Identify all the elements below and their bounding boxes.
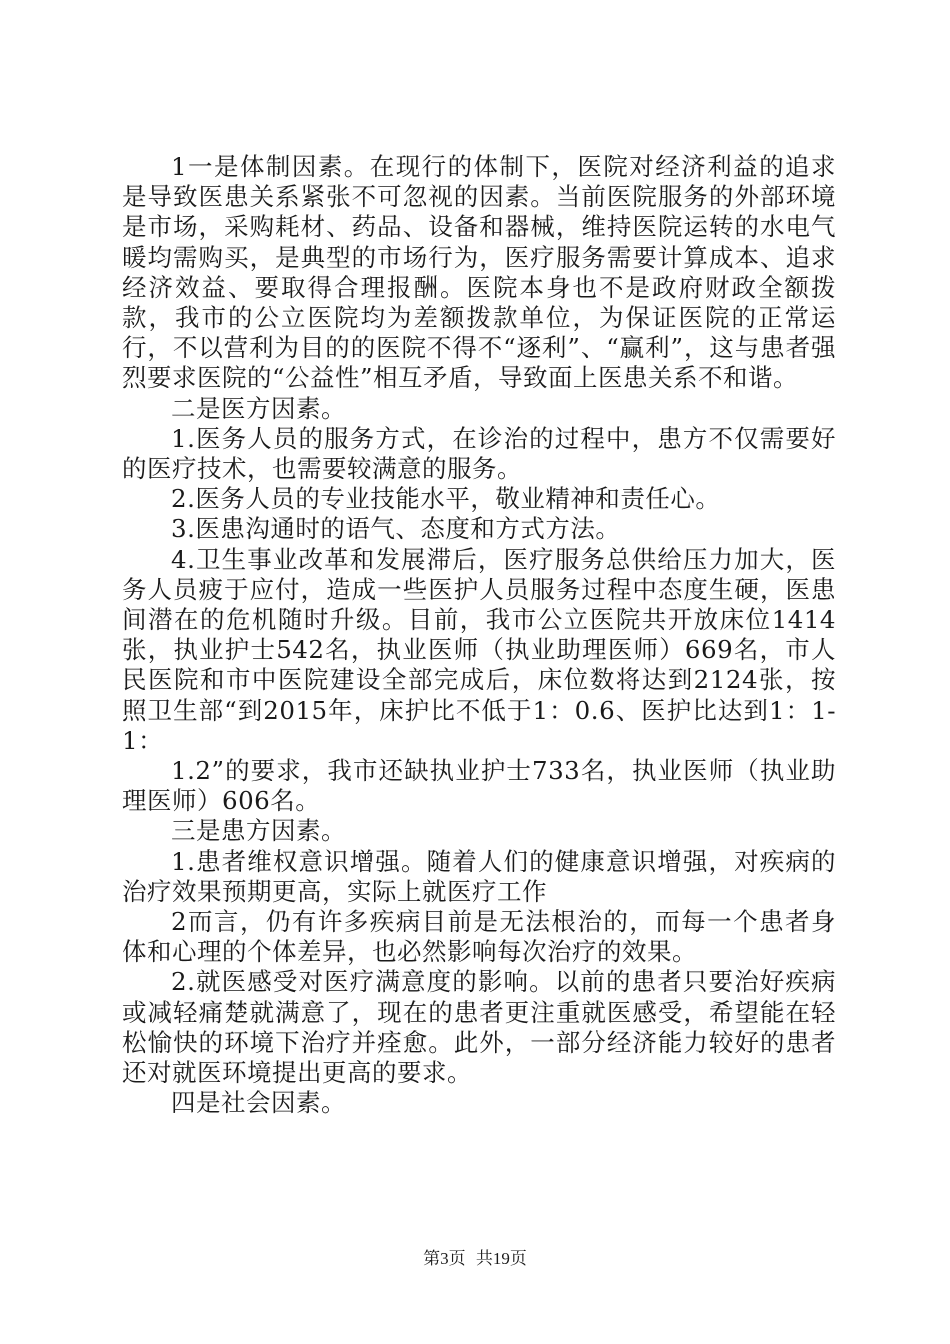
paragraph-system-factor: 1一是体制因素。在现行的体制下，医院对经济利益的追求是导致医患关系紧张不可忽视的因素。当前医院服务的外部环境是市场，采购耗材、药品、设备和器械，维持医院运转的水电气暖均需购买，是典型的市场行为，医疗服务需要计算成本、追求经济效益、要取得合理报酬。医院本身也不是政府财政全额拨款，我市的公立医院均为差额拨款单位，为保证医院的正常运行，不以营利为目的的医院不得不“逐利”、“赢利”，这与患者强烈要求医院的“公益性”相互矛盾，导致面上医患关系不和谐。 [122, 152, 836, 393]
total-pages: 共19页 [475, 1249, 527, 1268]
paragraph-rights-awareness: 1.患者维权意识增强。随着人们的健康意识增强，对疾病的治疗效果预期更高，实际上就医疗工作 [122, 846, 836, 906]
paragraph-service-style: 1.医务人员的服务方式，在诊治的过程中，患方不仅需要好的医疗技术，也需要较满意的服务。 [122, 423, 836, 484]
paragraph-skill-level: 2.医务人员的专业技能水平，敬业精神和责任心。 [171, 484, 721, 514]
heading-medical-side: 二是医方因素。 [171, 393, 346, 423]
heading-social-factor: 四是社会因素。 [171, 1088, 346, 1118]
page-footer [0, 1244, 950, 1269]
paragraph-staff-shortage: 1.2”的要求，我市还缺执业护士733名，执业医师（执业助理医师）606名。 [122, 756, 836, 816]
paragraph-medical-experience: 2.就医感受对医疗满意度的影响。以前的患者只要治好疾病或减轻痛楚就满意了，现在的患者更注重就医感受，希望能在轻松愉快的环境下治疗并痊愈。此外，一部分经济能力较好的患者还对就医环境提出更高的要求。 [122, 967, 836, 1088]
heading-patient-side: 三是患方因素。 [171, 816, 346, 846]
paragraph-reform-lag: 4.卫生事业改革和发展滞后，医疗服务总供给压力加大，医务人员疲于应付，造成一些医护人员服务过程中态度生硬，医患间潜在的危机随时升级。目前，我市公立医院共开放床位1414张，执业护士542名，执业医师（执业助理医师）669名，市人民医院和市中医院建设全部完成后，床位数将达到2124张，按照卫生部“到2015年，床护比不低于1：0.6、医护比达到1：1-1： [122, 544, 836, 755]
document-body [122, 152, 836, 1119]
page-number: 第3页 [423, 1249, 466, 1268]
paragraph-incurable-diseases: 2而言，仍有许多疾病目前是无法根治的，而每一个患者身体和心理的个体差异，也必然影响每次治疗的效果。 [122, 907, 836, 967]
paragraph-communication: 3.医患沟通时的语气、态度和方式方法。 [171, 514, 621, 544]
